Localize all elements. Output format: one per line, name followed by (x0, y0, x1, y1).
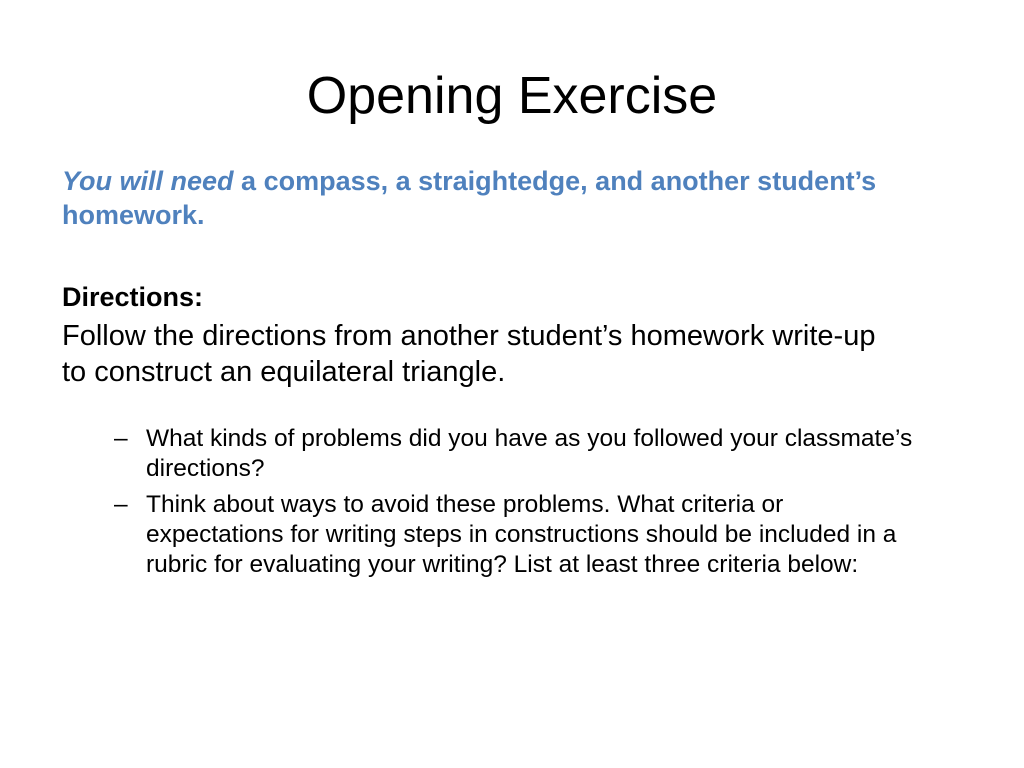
question-text: Think about ways to avoid these problems. What criteria or expectations for writing steps in constructions should be included in a rubric for evaluating your writing? List at least three criteria below: (146, 491, 897, 578)
list-item (114, 424, 914, 484)
materials-needed (62, 164, 962, 232)
materials-list: a compass, a straightedge, and another student’s homework. (62, 166, 877, 230)
materials-emphasis: You will need (62, 166, 234, 196)
slide-content (62, 164, 962, 586)
question-list (62, 424, 914, 580)
list-item (114, 490, 914, 580)
dash-bullet-icon: – (114, 425, 128, 452)
question-text: What kinds of problems did you have as you followed your classmate’s directions? (146, 425, 913, 482)
directions-text: Follow the directions from another student’s homework write-up to construct an equilateral triangle. (62, 320, 876, 388)
dash-bullet-icon: – (114, 491, 128, 518)
directions-label: Directions: (62, 282, 204, 312)
slide-title: Opening Exercise (306, 67, 718, 125)
